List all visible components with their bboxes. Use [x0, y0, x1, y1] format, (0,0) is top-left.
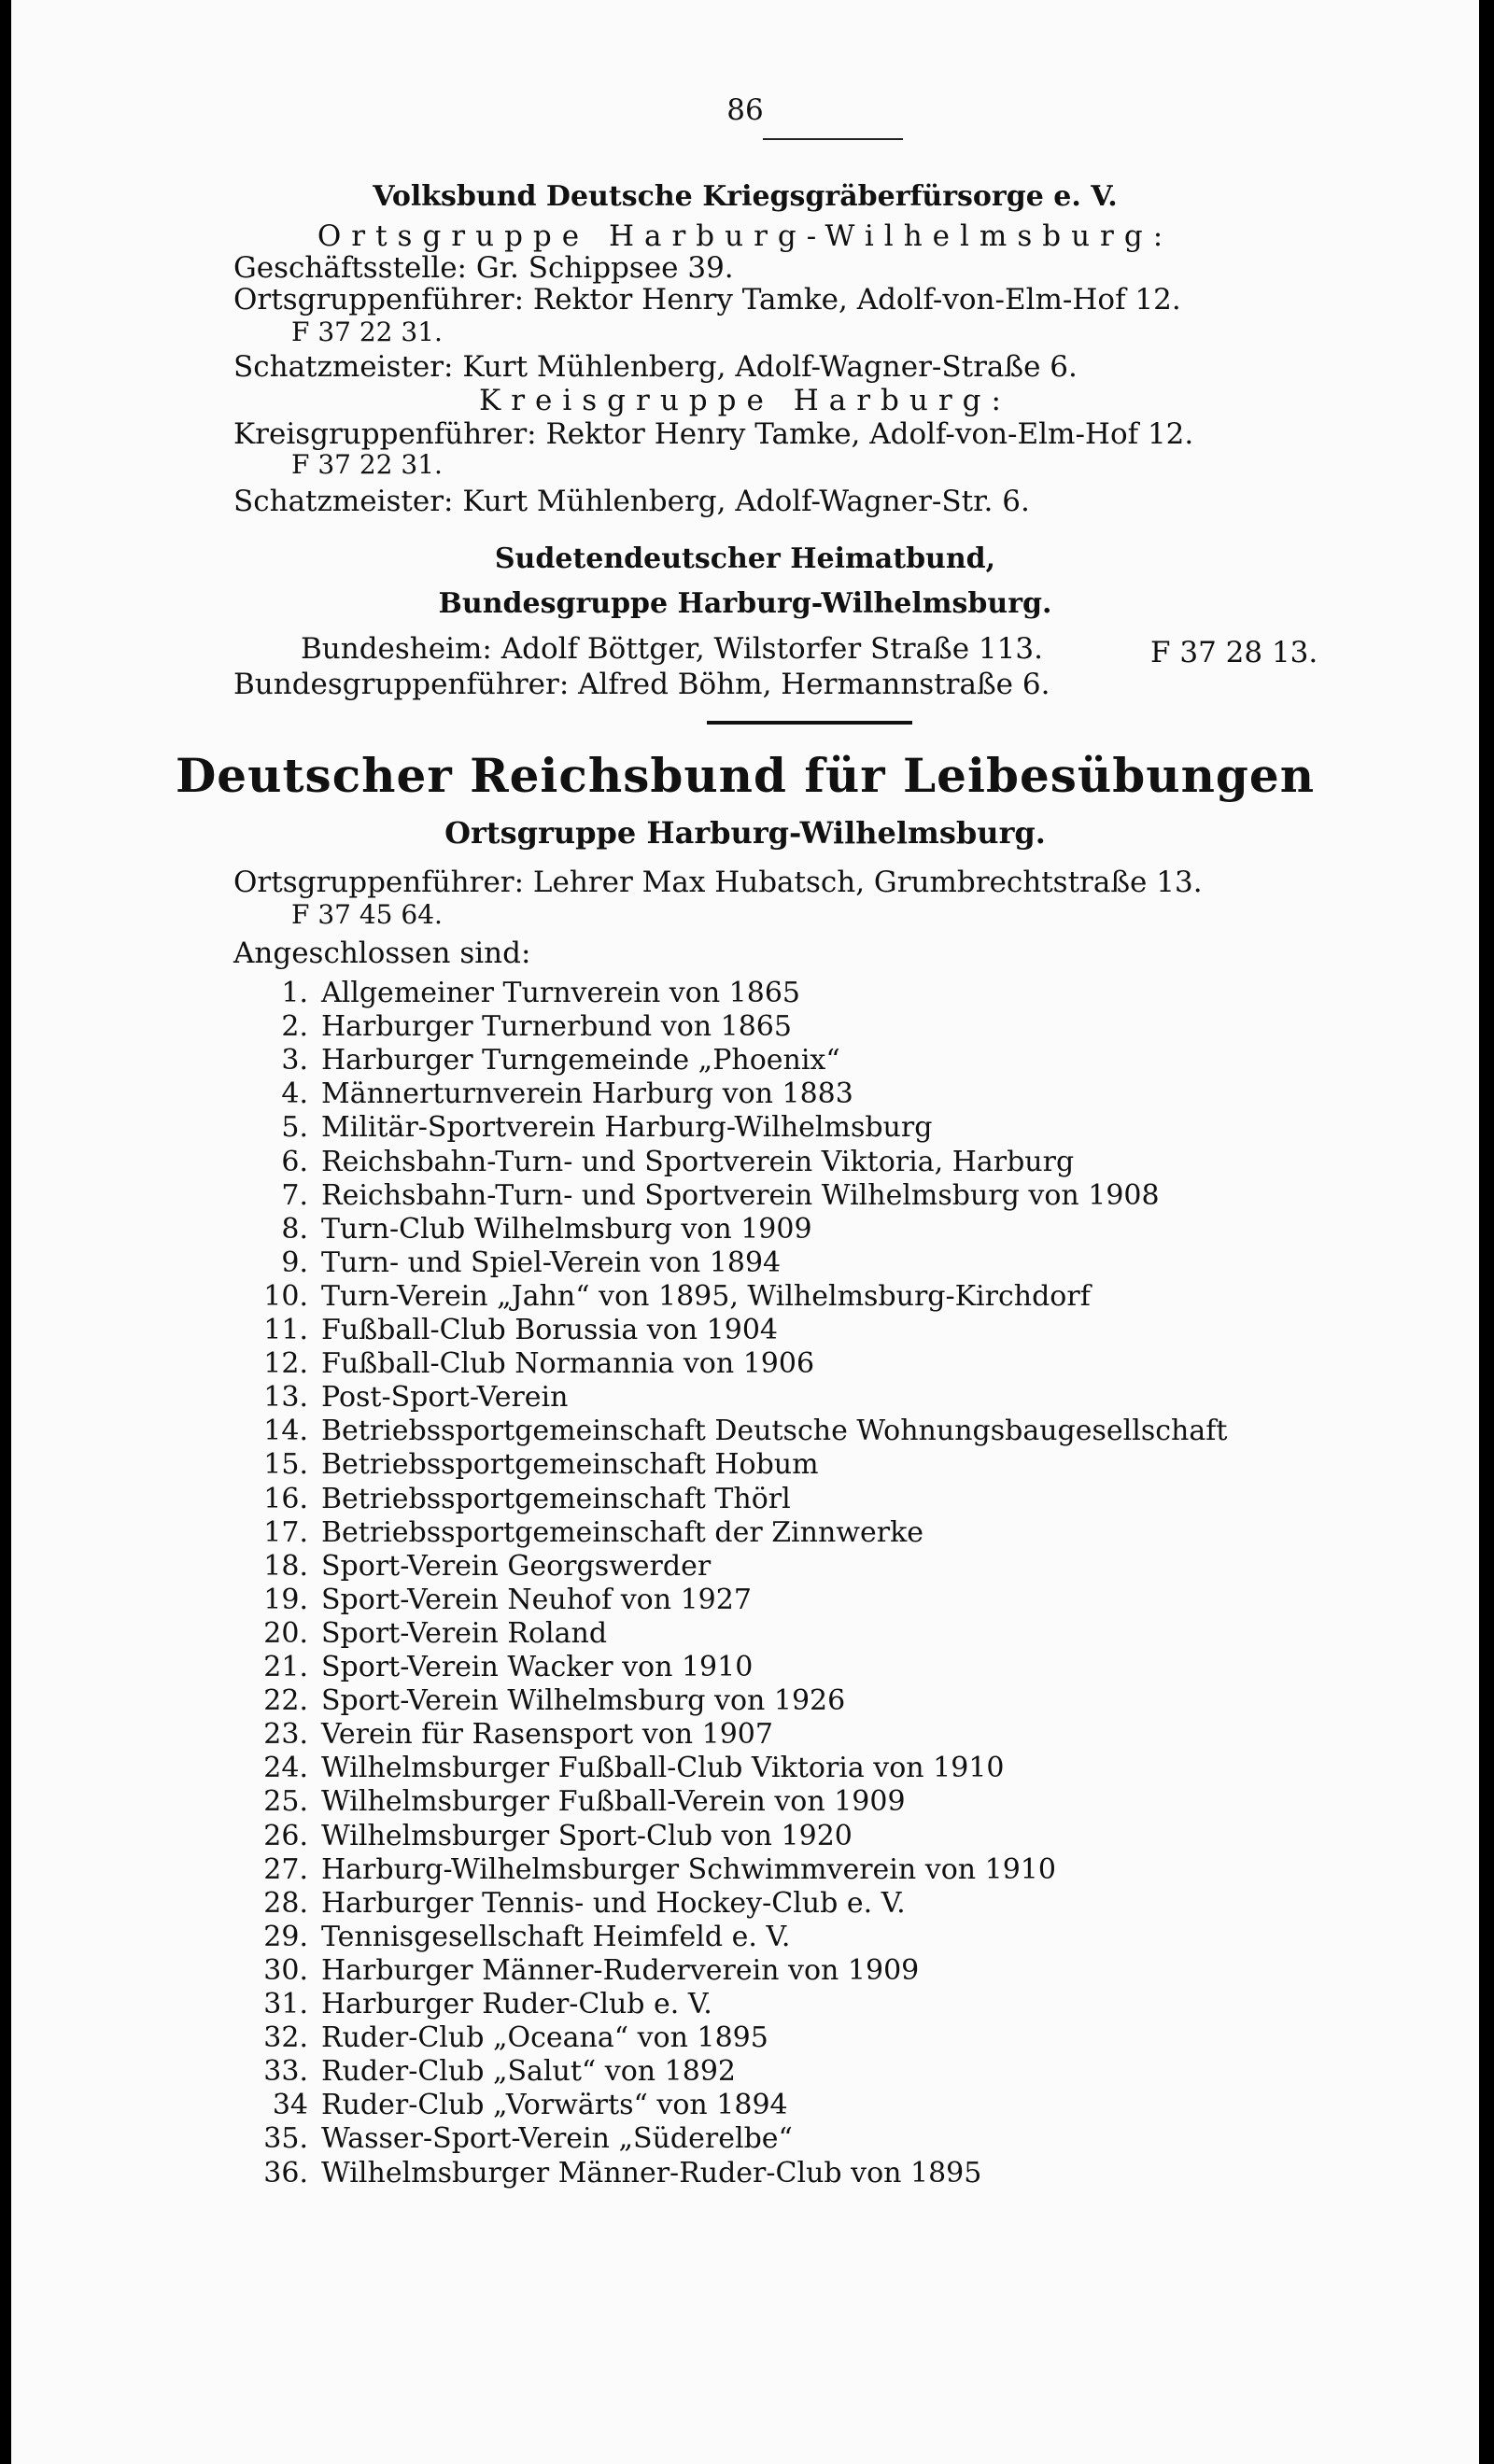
- list-item: [224, 1988, 712, 2020]
- list-item-text: Männerturnverein Harburg von 1883: [321, 1077, 853, 1110]
- list-item: [224, 1111, 932, 1144]
- list-item: [224, 1381, 568, 1414]
- list-item-number: 24.: [263, 1752, 308, 1784]
- list-item-number: 29.: [263, 1921, 308, 1953]
- list-item-text: Wilhelmsburger Fußball-Club Viktoria von 1910: [321, 1752, 1005, 1784]
- list-item-number: 6.: [281, 1146, 308, 1178]
- list-item-number: 28.: [263, 1887, 308, 1920]
- list-item-number: 33.: [263, 2055, 308, 2088]
- page-number: 86: [726, 93, 764, 127]
- group-title-ortsgruppe: Ortsgruppe Harburg-Wilhelmsburg:: [317, 219, 1174, 253]
- text-line: Kreisgruppenführer: Rektor Henry Tamke, Adolf-von-Elm-Hof 12.: [233, 417, 1194, 451]
- list-item-text: Sport-Verein Wilhelmsburg von 1926: [321, 1684, 846, 1717]
- list-item-number: 17.: [263, 1516, 308, 1549]
- list-item: [224, 1921, 790, 1953]
- list-item: [224, 1280, 1091, 1313]
- list-item-text: Wilhelmsburger Männer-Ruder-Club von 1895: [321, 2157, 982, 2189]
- list-intro: Angeschlossen sind:: [233, 936, 531, 970]
- list-item: [224, 1044, 840, 1077]
- phone-number: F 37 22 31.: [291, 449, 443, 480]
- section-title-reichsbund: Deutscher Reichsbund für Leibesübungen: [175, 748, 1316, 803]
- document-page: [11, 0, 1479, 2464]
- list-item-text: Ruder-Club „Salut“ von 1892: [321, 2055, 736, 2088]
- text-line: Schatzmeister: Kurt Mühlenberg, Adolf-Wagner-Straße 6.: [233, 350, 1078, 384]
- list-item-number: 31.: [263, 1988, 308, 2020]
- list-item-number: 34: [272, 2089, 308, 2121]
- list-item-text: Ruder-Club „Oceana“ von 1895: [321, 2021, 768, 2054]
- list-item-text: Harburger Turngemeinde „Phoenix“: [321, 1044, 840, 1077]
- list-item-number: 30.: [263, 1954, 308, 1987]
- list-item-number: 18.: [263, 1550, 308, 1583]
- list-item-text: Betriebssportgemeinschaft Deutsche Wohnungsbaugesellschaft: [321, 1415, 1228, 1447]
- list-item-text: Fußball-Club Normannia von 1906: [321, 1347, 815, 1380]
- list-item-number: 20.: [263, 1617, 308, 1650]
- list-item-number: 10.: [263, 1280, 308, 1313]
- list-item: [224, 2157, 981, 2189]
- list-item-number: 9.: [281, 1246, 308, 1279]
- list-item: [224, 1314, 778, 1346]
- list-item: [224, 1448, 819, 1481]
- list-item-number: 21.: [263, 1651, 308, 1683]
- list-item: [224, 1415, 1227, 1447]
- list-item-number: 13.: [263, 1381, 308, 1414]
- list-item: [224, 1347, 814, 1380]
- list-item-number: 35.: [263, 2122, 308, 2155]
- list-item-number: 22.: [263, 1684, 308, 1717]
- list-item-text: Turn- und Spiel-Verein von 1894: [321, 1246, 782, 1279]
- list-item-number: 19.: [263, 1584, 308, 1616]
- list-item-number: 1.: [281, 977, 308, 1009]
- list-item: [224, 2055, 736, 2088]
- text-line: Geschäftsstelle: Gr. Schippsee 39.: [233, 251, 734, 285]
- list-item: [224, 1584, 752, 1616]
- section-title-volksbund: Volksbund Deutsche Kriegsgräberfürsorge e. V.: [373, 180, 1118, 213]
- list-item-number: 32.: [263, 2021, 308, 2054]
- phone-number: F 37 28 13.: [1150, 636, 1318, 669]
- list-item-text: Verein für Rasensport von 1907: [321, 1718, 773, 1751]
- list-item-number: 11.: [263, 1314, 308, 1346]
- list-item-text: Sport-Verein Roland: [321, 1617, 608, 1650]
- list-item: [224, 1617, 607, 1650]
- list-item: [224, 1516, 923, 1549]
- list-item: [224, 1887, 906, 1920]
- list-item-text: Wilhelmsburger Sport-Club von 1920: [321, 1820, 853, 1852]
- list-item: [224, 1077, 853, 1110]
- list-item: [224, 1752, 1005, 1784]
- list-item-text: Betriebssportgemeinschaft Hobum: [321, 1448, 819, 1481]
- list-item-text: Post-Sport-Verein: [321, 1381, 569, 1414]
- list-item: [224, 2021, 768, 2054]
- list-item-text: Harburger Männer-Ruderverein von 1909: [321, 1954, 920, 1987]
- phone-number: F 37 22 31.: [291, 317, 443, 347]
- list-item: [224, 1684, 845, 1717]
- list-item-number: 26.: [263, 1820, 308, 1852]
- list-item-number: 4.: [281, 1077, 308, 1110]
- list-item-number: 36.: [263, 2157, 308, 2189]
- list-item-text: Reichsbahn-Turn- und Sportverein Viktoria, Harburg: [321, 1146, 1075, 1178]
- list-item: [224, 1550, 711, 1583]
- list-item: [224, 2089, 788, 2121]
- list-item: [224, 1954, 919, 1987]
- list-item-text: Sport-Verein Wacker von 1910: [321, 1651, 754, 1683]
- list-item-text: Ruder-Club „Vorwärts“ von 1894: [321, 2089, 788, 2121]
- list-item: [224, 1820, 853, 1852]
- text-line: Bundesheim: Adolf Böttger, Wilstorfer Straße 113.: [301, 632, 1043, 666]
- list-item: [224, 1246, 781, 1279]
- list-item: [224, 1179, 1160, 1212]
- text-line: Schatzmeister: Kurt Mühlenberg, Adolf-Wagner-Str. 6.: [233, 485, 1030, 518]
- list-item-number: 14.: [263, 1415, 308, 1447]
- list-item-text: Turn-Club Wilhelmsburg von 1909: [321, 1213, 812, 1246]
- list-item-text: Sport-Verein Neuhof von 1927: [321, 1584, 752, 1616]
- list-item-number: 15.: [263, 1448, 308, 1481]
- list-item: [224, 1213, 812, 1246]
- text-line: Ortsgruppenführer: Rektor Henry Tamke, Adolf-von-Elm-Hof 12.: [233, 283, 1181, 317]
- list-item-text: Wasser-Sport-Verein „Süderelbe“: [321, 2122, 793, 2155]
- list-item-text: Harburg-Wilhelmsburger Schwimmverein von 1910: [321, 1853, 1056, 1886]
- list-item-number: 8.: [281, 1213, 308, 1246]
- list-item-text: Betriebssportgemeinschaft der Zinnwerke: [321, 1516, 923, 1549]
- list-item-text: Sport-Verein Georgswerder: [321, 1550, 712, 1583]
- list-item-text: Harburger Ruder-Club e. V.: [321, 1988, 712, 2020]
- list-item-text: Harburger Turnerbund von 1865: [321, 1010, 792, 1043]
- list-item-text: Tennisgesellschaft Heimfeld e. V.: [321, 1921, 791, 1953]
- list-item-text: Reichsbahn-Turn- und Sportverein Wilhelmsburg von 1908: [321, 1179, 1160, 1212]
- list-item-text: Betriebssportgemeinschaft Thörl: [321, 1483, 791, 1515]
- list-item-number: 12.: [263, 1347, 308, 1380]
- list-item: [224, 1651, 753, 1683]
- section-title-sudeten: Sudetendeutscher Heimatbund,: [494, 542, 996, 575]
- list-item-number: 23.: [263, 1718, 308, 1751]
- list-item-number: 27.: [263, 1853, 308, 1886]
- list-item: [224, 977, 800, 1009]
- section-divider: [707, 721, 912, 725]
- list-item: [224, 1010, 792, 1043]
- list-item-text: Militär-Sportverein Harburg-Wilhelmsburg: [321, 1111, 933, 1144]
- group-title-kreisgruppe: Kreisgruppe Harburg:: [479, 384, 1011, 417]
- section-subtitle-reichsbund: Ortsgruppe Harburg-Wilhelmsburg.: [444, 815, 1046, 851]
- list-item-number: 5.: [281, 1111, 308, 1144]
- list-item: [224, 1718, 773, 1751]
- list-item: [224, 1146, 1074, 1178]
- list-item-number: 25.: [263, 1785, 308, 1818]
- list-item: [224, 1853, 1056, 1886]
- list-item-text: Allgemeiner Turnverein von 1865: [321, 977, 801, 1009]
- list-item: [224, 1785, 906, 1818]
- list-item-text: Wilhelmsburger Fußball-Verein von 1909: [321, 1785, 906, 1818]
- list-item-text: Harburger Tennis- und Hockey-Club e. V.: [321, 1887, 906, 1920]
- list-item-text: Fußball-Club Borussia von 1904: [321, 1314, 778, 1346]
- section-subtitle-sudeten: Bundesgruppe Harburg-Wilhelmsburg.: [438, 587, 1052, 620]
- list-item-text: Turn-Verein „Jahn“ von 1895, Wilhelmsburg-Kirchdorf: [321, 1280, 1091, 1313]
- text-line: Bundesgruppenführer: Alfred Böhm, Hermannstraße 6.: [233, 668, 1050, 701]
- text-line: Ortsgruppenführer: Lehrer Max Hubatsch, Grumbrechtstraße 13.: [233, 866, 1203, 899]
- header-rule: [763, 138, 903, 140]
- list-item-number: 16.: [263, 1483, 308, 1515]
- list-item: [224, 2122, 793, 2155]
- phone-number: F 37 45 64.: [291, 899, 443, 930]
- list-item-number: 7.: [281, 1179, 308, 1212]
- list-item-number: 3.: [281, 1044, 308, 1077]
- list-item: [224, 1483, 791, 1515]
- list-item-number: 2.: [281, 1010, 308, 1043]
